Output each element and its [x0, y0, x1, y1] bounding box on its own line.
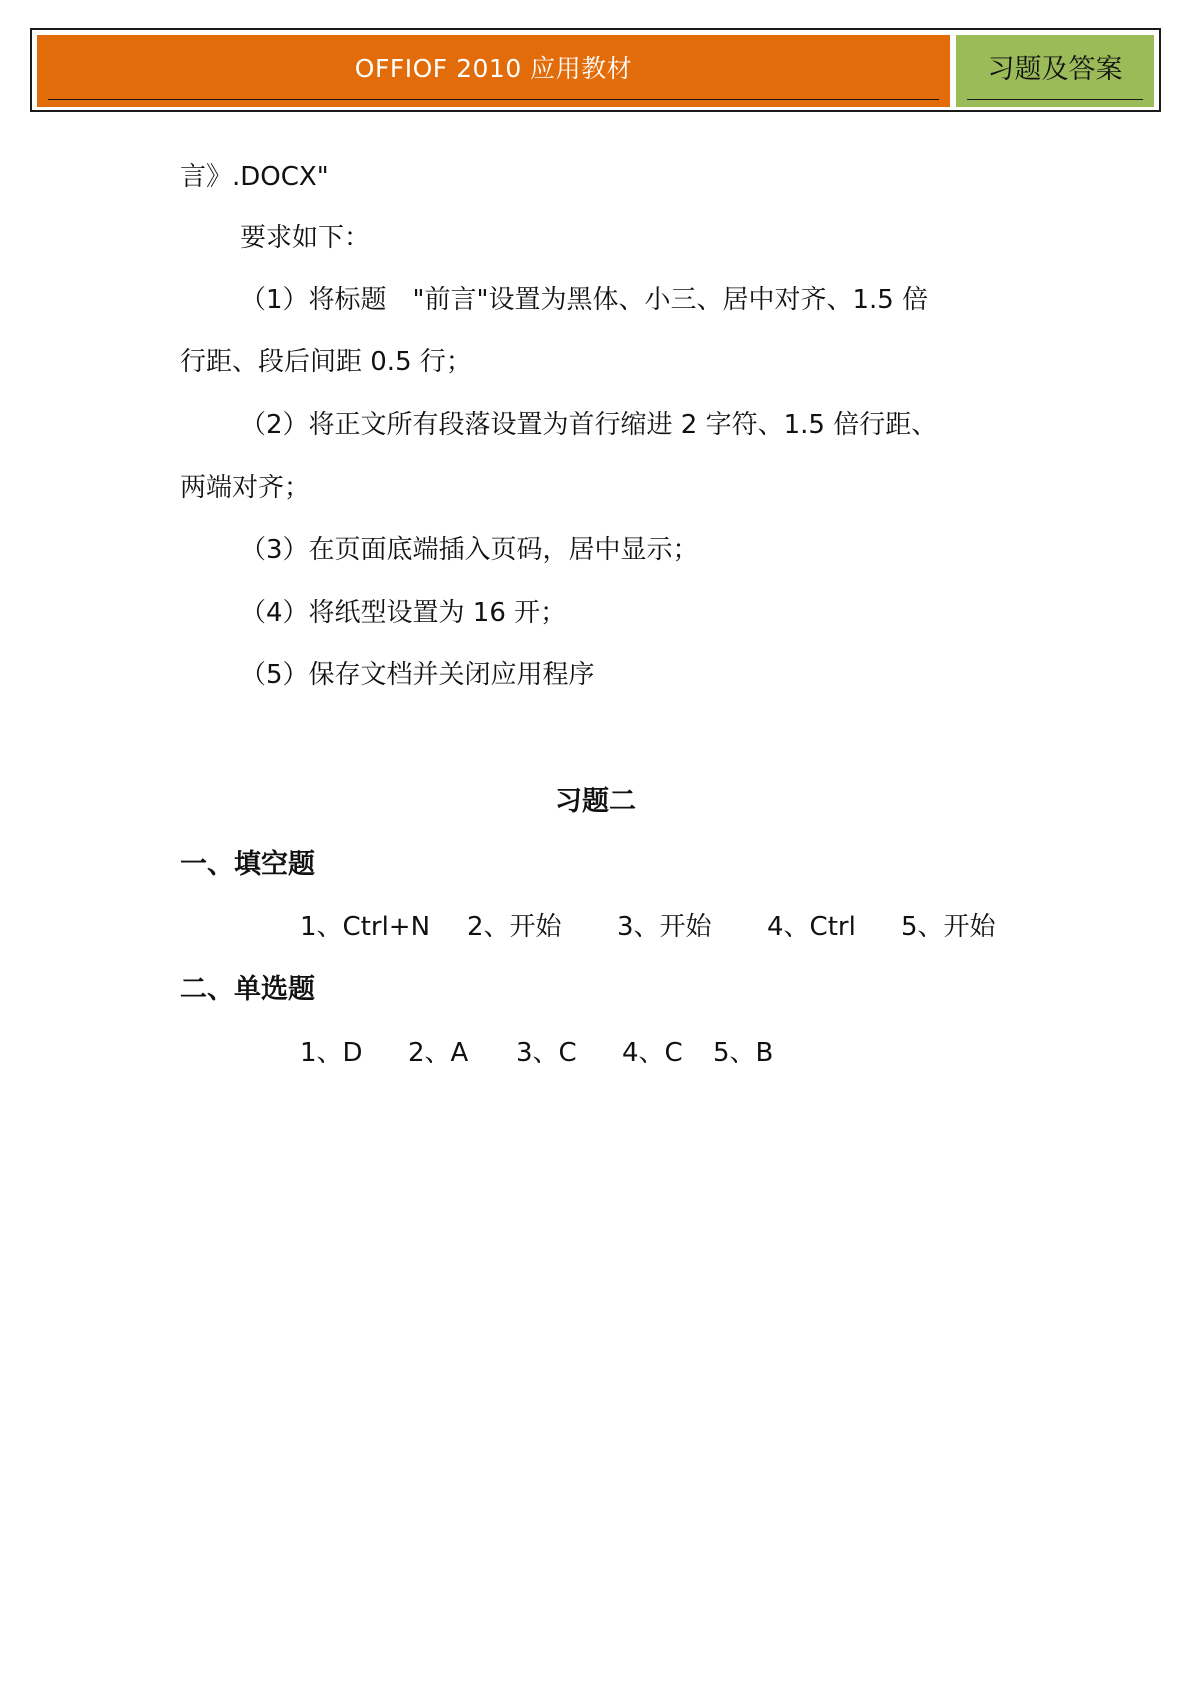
- exercise-title: 习题二: [555, 786, 636, 817]
- answer-item: 5、B: [713, 1038, 774, 1068]
- header-title-underline: [48, 99, 939, 100]
- page-header: [30, 28, 1161, 112]
- answer-item: 3、C: [516, 1038, 577, 1068]
- header-tag: 习题及答案: [987, 54, 1123, 85]
- body-line: 言》.DOCX": [180, 162, 329, 192]
- body-line: 两端对齐；: [180, 473, 311, 503]
- header-title-bar: [37, 35, 950, 107]
- body-line: （3）在页面底端插入页码，居中显示；: [240, 535, 699, 565]
- answer-item: 1、Ctrl+N: [300, 912, 431, 942]
- body-line: 要求如下：: [240, 223, 371, 253]
- answer-item: 4、Ctrl: [767, 912, 856, 942]
- body-line: （5）保存文档并关闭应用程序: [240, 660, 595, 690]
- body-line: （1）将标题 "前言"设置为黑体、小三、居中对齐、1.5 倍: [240, 285, 929, 315]
- body-line: （4）将纸型设置为 16 开；: [240, 598, 567, 628]
- answer-item: 5、开始: [901, 912, 996, 942]
- body-line: 行距、段后间距 0.5 行；: [180, 347, 472, 377]
- answer-item: 1、D: [300, 1038, 363, 1068]
- section-heading-fill-in: 一、填空题: [180, 849, 315, 880]
- answer-item: 2、A: [408, 1038, 469, 1068]
- answer-item: 2、开始: [467, 912, 562, 942]
- header-title: OFFIOF 2010 应用教材: [354, 54, 633, 83]
- answer-item: 4、C: [622, 1038, 683, 1068]
- header-tag-underline: [967, 99, 1143, 100]
- answer-item: 3、开始: [617, 912, 712, 942]
- header-divider: [176, 110, 1018, 111]
- header-tag-box: [956, 35, 1154, 107]
- section-heading-single-choice: 二、单选题: [180, 974, 315, 1005]
- body-line: （2）将正文所有段落设置为首行缩进 2 字符、1.5 倍行距、: [240, 410, 938, 440]
